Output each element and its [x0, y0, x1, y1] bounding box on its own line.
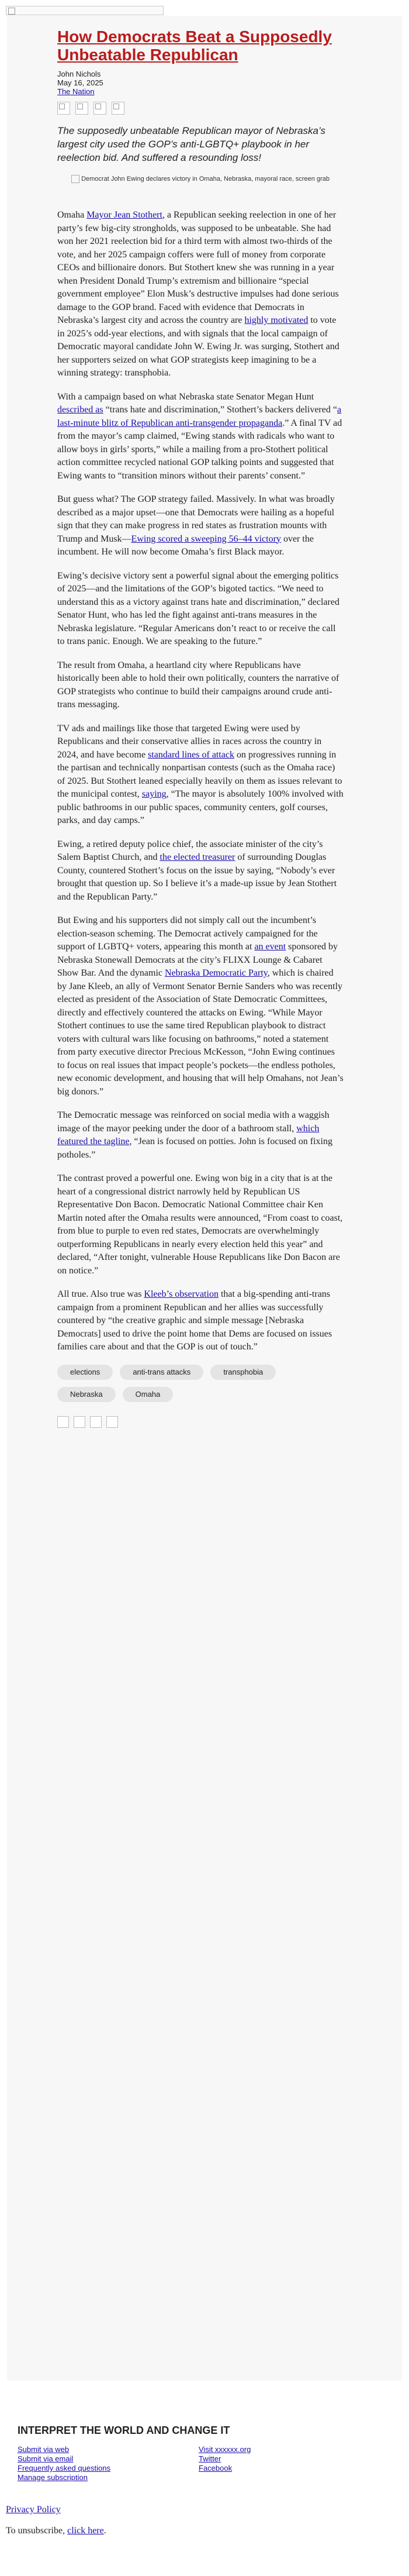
unsubscribe-suffix: .: [103, 2526, 106, 2536]
paragraph-text: to vote in 2025’s odd-year elections, and with signals that the local campaign of Democratic mayoral candidate John W. Ewing Jr. was surging, Stothert and her supporters seized on what GOP strategists keep imagining to be a winning strategy: transphobia.: [57, 315, 339, 378]
article-paragraph: [57, 1172, 344, 1277]
inline-link[interactable]: a last-minute blitz of Republican anti-transgender propaganda: [57, 405, 342, 428]
link-share-icon[interactable]: [112, 102, 124, 115]
topic-tag[interactable]: elections: [57, 1365, 113, 1380]
topic-tag[interactable]: Nebraska: [57, 1387, 116, 1402]
share-icons-bottom: [57, 1416, 344, 1428]
inline-link[interactable]: highly motivated: [244, 315, 309, 325]
paragraph-text: , “The mayor is absolutely 100% involved with public bathrooms in our public spaces, community centers, golf courses, parks, and day camps.”: [57, 789, 344, 825]
date: May 16, 2025: [57, 78, 103, 87]
footer-heading: INTERPRET THE WORLD AND CHANGE IT: [18, 2425, 230, 2436]
paragraph-text: .” A final TV ad from the mayor’s camp claimed, “Ewing stands with radicals who want to allow boys in girls’ sports,” while a mailing from a pro-Stothert political action committee recycled national GOP talking points and suggested that Ewing wants to “transition minors without their parents’ consent.”: [57, 418, 342, 481]
topic-tag[interactable]: transphobia: [210, 1365, 276, 1380]
footer-link[interactable]: Manage subscription: [18, 2473, 88, 2482]
inline-link[interactable]: an event: [254, 942, 286, 952]
article-dek: The supposedly unbeatable Republican mayor of Nebraska’s largest city used the GOP’s anti-LGBTQ+ playbook in her reelection bid. And suffered a resounding loss!: [57, 125, 325, 163]
broken-image-icon: [8, 8, 15, 15]
footer-right-links: [199, 2445, 380, 2482]
footer-link[interactable]: Submit via web: [18, 2445, 70, 2454]
unsubscribe-link[interactable]: click here: [67, 2526, 104, 2536]
article-paragraph: [57, 209, 344, 380]
footer-link[interactable]: Submit via email: [18, 2454, 74, 2463]
paragraph-text: Ewing, a retired deputy police chief, the associate minister of the city’s Salem Baptist Church, and: [57, 839, 323, 862]
legal-footer: [6, 2503, 106, 2537]
inline-link[interactable]: saying: [141, 789, 167, 799]
paragraph-text: that a big-spending anti-trans campaign from a prominent Republican and her allies was successfully countered by “the creative graphic and simple message [Nebraska Democrats] used to drive the point home that Dems are focused on issues families care about and that the GOP is out of touch.”: [57, 1289, 332, 1352]
article-content: [57, 27, 344, 1428]
paragraph-text: over the incumbent. He will now become Omaha’s first Black mayor.: [57, 533, 314, 557]
paragraph-text: The result from Omaha, a heartland city where Republicans have historically been able to hold their own politically, counters the narrative of GOP strategists who continue to build their campaigns around crude anti-trans messaging.: [57, 660, 339, 710]
author: John Nichols: [57, 70, 101, 78]
inline-link[interactable]: which featured the tagline: [57, 1123, 320, 1146]
topic-tag[interactable]: anti-trans attacks: [120, 1365, 203, 1380]
tag-list: [57, 1365, 303, 1402]
broken-image-icon: [71, 175, 79, 183]
article-paragraph: [57, 838, 344, 904]
publication-link[interactable]: The Nation: [57, 87, 95, 96]
article-paragraph: [57, 914, 344, 1098]
byline: [57, 70, 344, 96]
article-paragraph: [57, 570, 344, 649]
email-share-icon[interactable]: [90, 1416, 102, 1428]
twitter-share-icon[interactable]: [75, 102, 88, 115]
article-paragraph: [57, 659, 344, 712]
inline-link[interactable]: Nebraska Democratic Party: [164, 968, 268, 978]
link-share-icon[interactable]: [106, 1416, 118, 1428]
inline-link[interactable]: the elected treasurer: [160, 852, 235, 862]
privacy-policy-link[interactable]: Privacy Policy: [6, 2505, 61, 2515]
paragraph-text: All true. Also true was: [57, 1289, 144, 1299]
unsubscribe-prefix: To unsubscribe,: [6, 2526, 68, 2536]
paragraph-text: With a campaign based on what Nebraska state Senator Megan Hunt: [57, 391, 314, 402]
share-icons-top: [57, 102, 344, 115]
footer-link[interactable]: Twitter: [199, 2454, 221, 2463]
topic-tag[interactable]: Omaha: [123, 1387, 174, 1402]
article-paragraph: [57, 1109, 344, 1162]
paragraph-text: , which is chaired by Jane Kleeb, an ally of Vermont Senator Bernie Sanders who was recently elected as president of the Association of State Democratic Committees, directly and effectively countered the attacks on Ewing. “While Mayor Stothert continues to use the same tired Republican playbook to distract voters with cultural wars like focusing on bathrooms,” noted a statement from party executive director Precious McKesson, “John Ewing continues to focus on real issues that impact people’s pockets—the endless potholes, new economic development, and housing that will help Omahans, not Jean’s big donors.”: [57, 968, 344, 1097]
article-paragraph: [57, 722, 344, 828]
inline-link[interactable]: standard lines of attack: [148, 749, 235, 760]
paragraph-text: The Democratic message was reinforced on social media with a waggish image of the mayor peeking under the door of a bathroom stall,: [57, 1110, 330, 1134]
header-banner-image: [6, 6, 164, 15]
footer-link[interactable]: Frequently asked questions: [18, 2464, 110, 2472]
inline-link[interactable]: described as: [57, 405, 103, 415]
inline-link[interactable]: Kleeb’s observation: [144, 1289, 219, 1299]
footer-link[interactable]: Facebook: [199, 2464, 233, 2472]
footer-link[interactable]: Visit xxxxxx.org: [199, 2445, 251, 2454]
paragraph-text: , a Republican seeking reelection in one of her party’s few big-city strongholds, was supposed to be unbeatable. She had won her 2021 reelection bid for a third term with almost two-thirds of the vote, and her 2025 campaign coffers were full of money from corporate CEOs and billionaire donors. But Stothert knew she was running in a year when President Donald Trump’s extremism and billionaire “special government employee” Elon Musk’s destructive impulses had done serious damage to the GOP brand. Faced with evidence that Democrats in Nebraska’s largest city and across the country are: [57, 210, 339, 325]
image-caption: Democrat John Ewing declares victory in Omaha, Nebraska, mayoral race, screen grab: [81, 175, 330, 182]
paragraph-text: TV ads and mailings like those that targeted Ewing were used by Republicans and their conservative allies in races across the country in 2024, and have become: [57, 723, 322, 760]
article-title[interactable]: How Democrats Beat a Supposedly Unbeatable Republican: [57, 27, 332, 64]
hero-image: [57, 175, 344, 183]
paragraph-text: sponsored by Nebraska Stonewall Democrats at the city’s FLIXX Lounge & Cabaret Show Bar. And the dynamic: [57, 942, 338, 978]
article-paragraph: [57, 1288, 344, 1354]
email-share-icon[interactable]: [93, 102, 106, 115]
paragraph-text: Omaha: [57, 210, 87, 220]
paragraph-text: Ewing’s decisive victory sent a powerful signal about the emerging politics of 2025—and the limitations of the GOP’s bigoted tactics. “We need to understand this as a victory against trans hate and discrimination,” declared Senator Hunt, who has led the fight against anti-trans measures in the Nebraska legislature. “Regular Americans don’t react to or receive the call to trans panic. Enough. We are speaking to the future.”: [57, 570, 339, 646]
twitter-share-icon[interactable]: [74, 1416, 85, 1428]
footer-left-links: [18, 2445, 199, 2482]
unsubscribe-line: [6, 2525, 106, 2537]
paragraph-text: But guess what? The GOP strategy failed. Massively. In what was broadly described as a major upset—one that Democrats were hailing as a hopeful sign that they can make progress in red states as frustration mounts with Trump and Musk—: [57, 494, 335, 544]
paragraph-text: of surrounding Douglas County, countered Stothert’s focus on the issue by saying, “Nobody’s ever brought that question up. So I believe it’s a made-up issue by Jean Stothert and the Republican Party.”: [57, 852, 337, 902]
paragraph-text: on progressives running in the partisan and technically nonpartisan contests (such as the Omaha race) of 2025. But Stothert leaned especially heavily on them as issues relevant to the municipal contest,: [57, 749, 342, 799]
facebook-share-icon[interactable]: [57, 1416, 69, 1428]
paragraph-text: “trans hate and discrimination,” Stothert’s backers delivered “: [103, 405, 337, 415]
article-card: [7, 16, 402, 2381]
article-body: [57, 209, 344, 1354]
newsletter-footer: [18, 2425, 391, 2482]
inline-link[interactable]: Ewing scored a sweeping 56–44 victory: [131, 533, 281, 544]
paragraph-text: The contrast proved a powerful one. Ewing won big in a city that is at the heart of a congressional district narrowly held by Republican US Representative Don Bacon. Democratic National Committee chair Ken Martin noted after the Omaha results were announced, “From coast to coast, from blue to purple to even red states, Democrats are overwhelmingly outperforming Republicans in nearly every election held this year” and declared, “After tonight, vulnerable House Republicans like Don Bacon are on notice.”: [57, 1173, 343, 1276]
paragraph-text: , “Jean is focused on potties. John is focused on fixing potholes.”: [57, 1137, 332, 1160]
article-paragraph: [57, 391, 344, 483]
facebook-share-icon[interactable]: [57, 102, 70, 115]
paragraph-text: But Ewing and his supporters did not simply call out the incumbent’s election-season scheming. The Democrat actively campaigned for the support of LGBTQ+ voters, appearing this month at: [57, 915, 318, 952]
inline-link[interactable]: Mayor Jean Stothert: [86, 210, 162, 220]
article-paragraph: [57, 493, 344, 559]
